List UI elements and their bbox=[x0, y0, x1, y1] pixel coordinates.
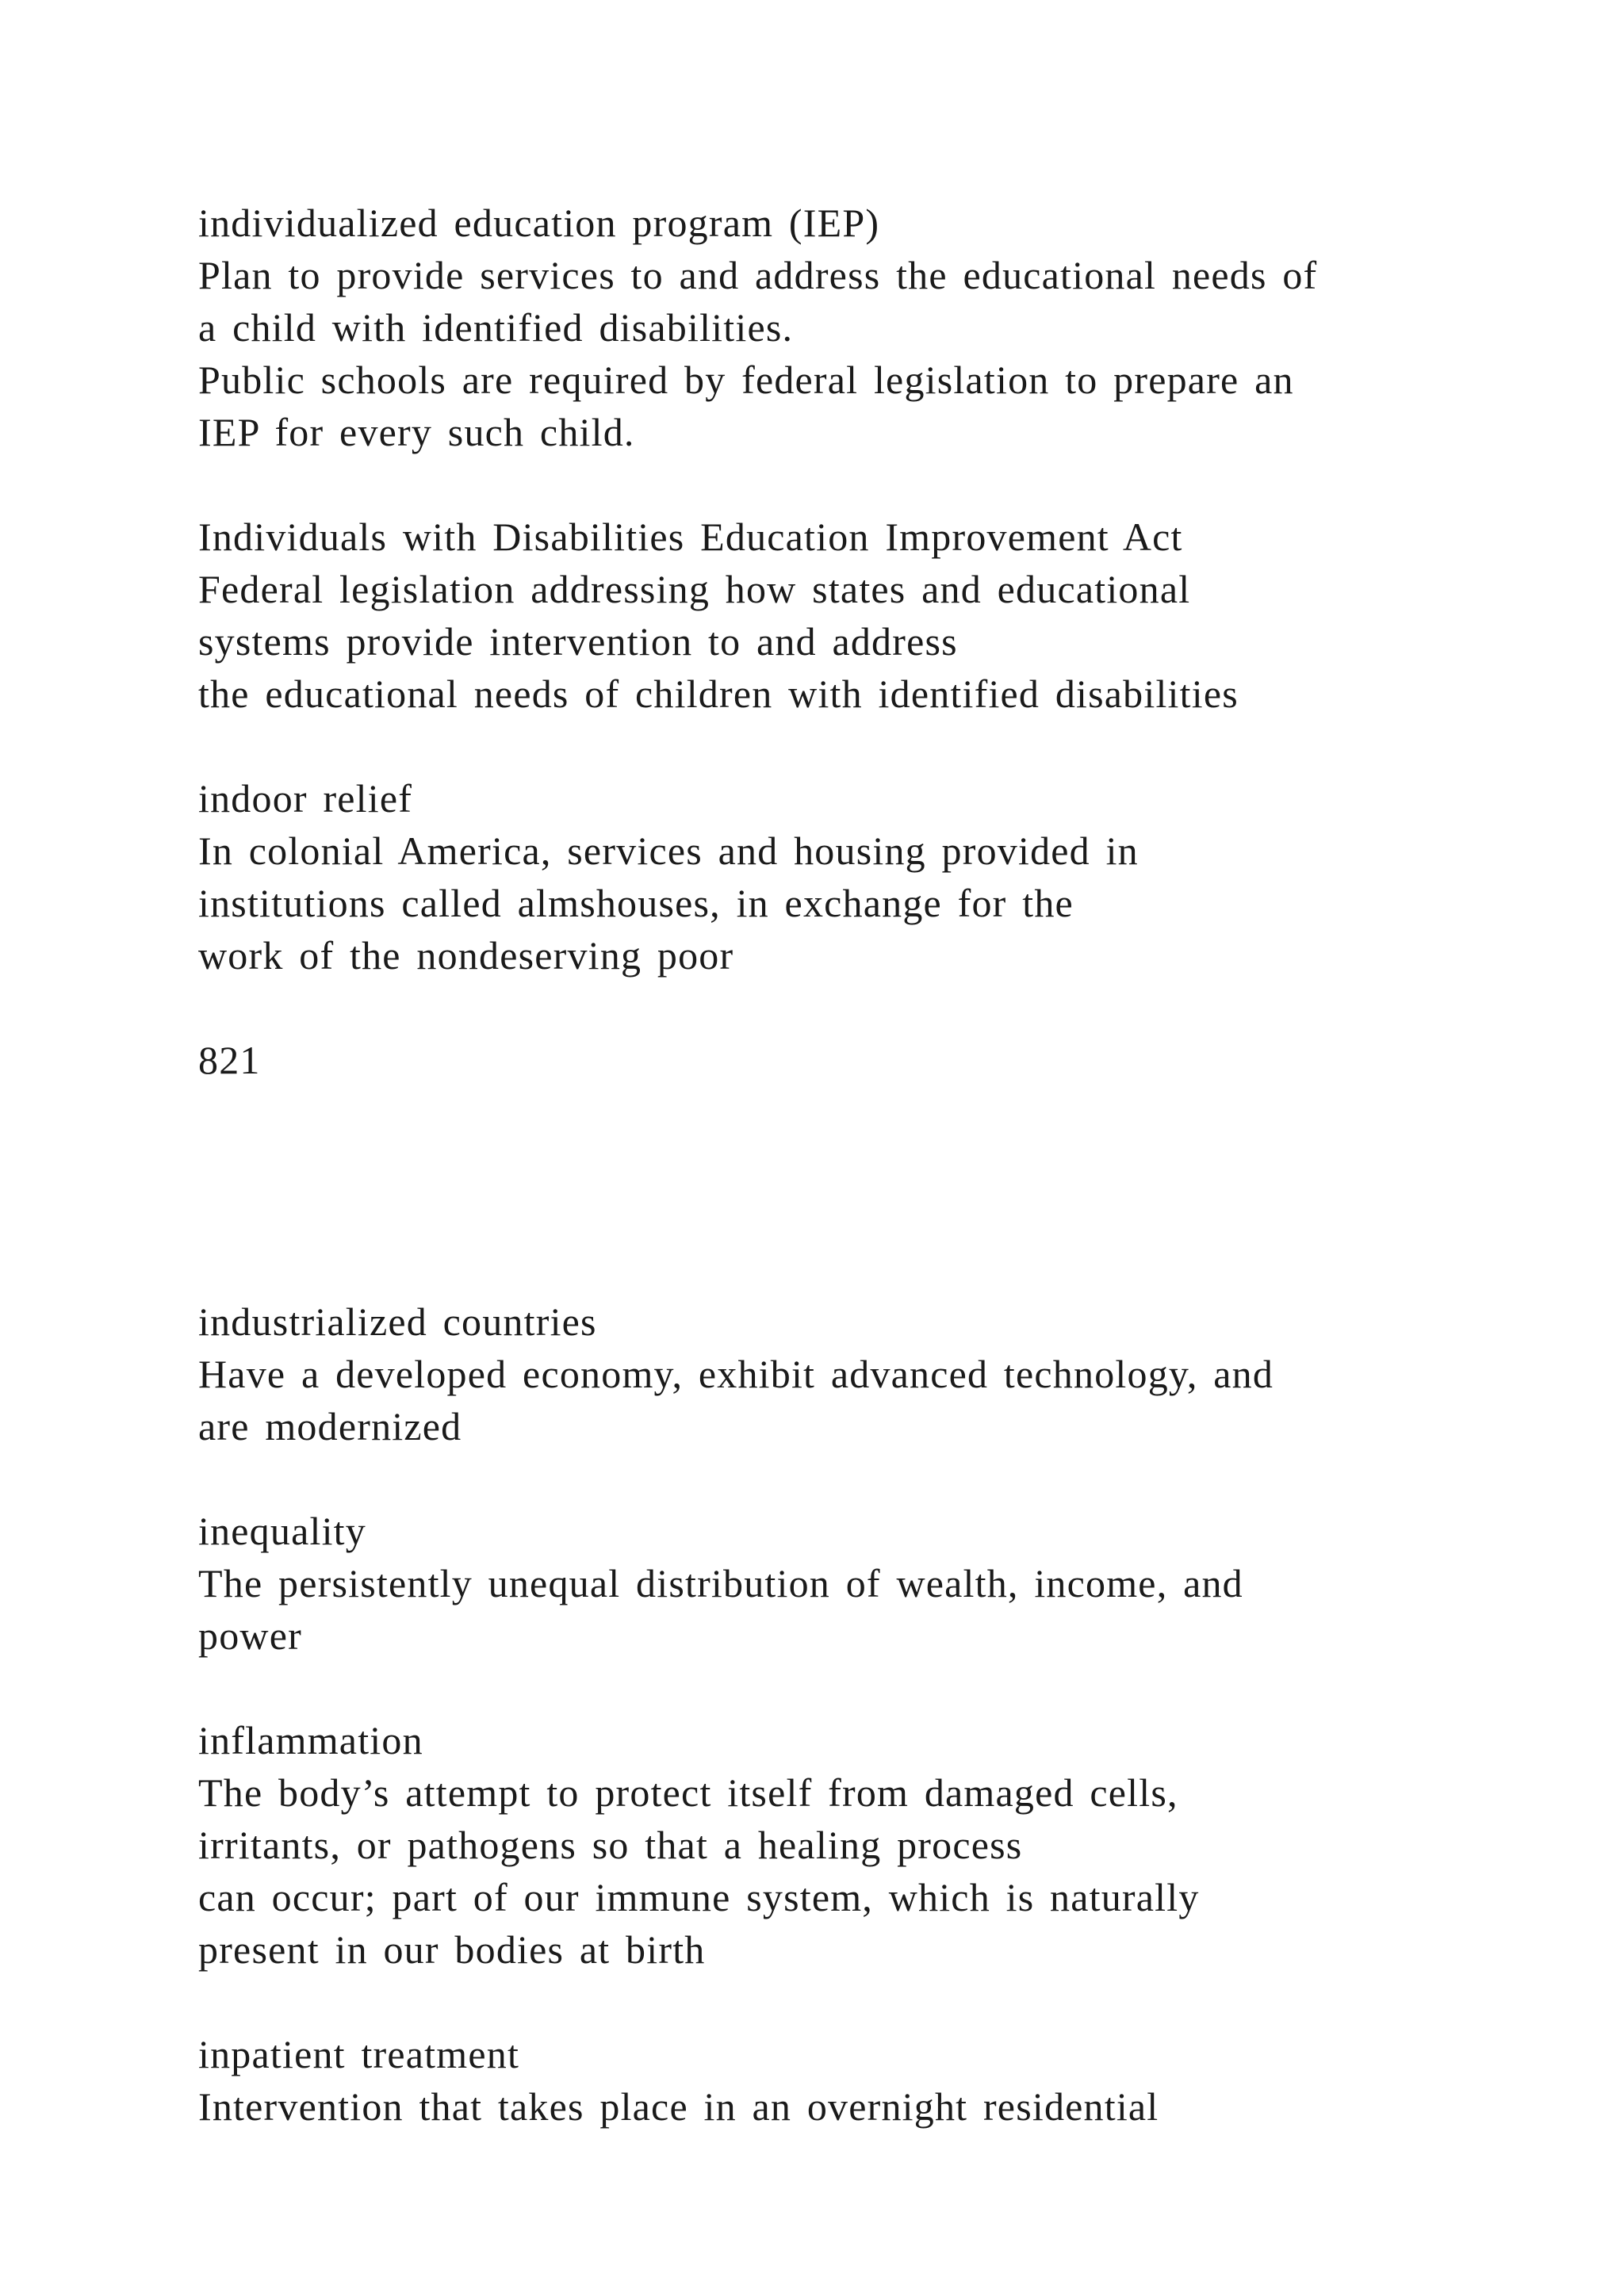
glossary-definition-line: power bbox=[198, 1613, 302, 1658]
glossary-definition-line: Intervention that takes place in an overnight residential bbox=[198, 2084, 1159, 2129]
glossary-definition-line: irritants, or pathogens so that a healing process bbox=[198, 1823, 1023, 1867]
glossary-entry bbox=[198, 197, 1546, 458]
glossary-term: inflammation bbox=[198, 1718, 423, 1762]
glossary-definition-line: can occur; part of our immune system, which is naturally bbox=[198, 1875, 1200, 1919]
glossary-term: Individuals with Disabilities Education Improvement Act bbox=[198, 515, 1183, 559]
entry-spacer bbox=[198, 1452, 1546, 1505]
glossary-definition-line: Public schools are required by federal legislation to prepare an bbox=[198, 358, 1294, 402]
glossary-definition-line: the educational needs of children with identified disabilities bbox=[198, 672, 1239, 716]
glossary-definition-line: The persistently unequal distribution of wealth, income, and bbox=[198, 1561, 1243, 1605]
glossary-definition-line: The body’s attempt to protect itself from damaged cells, bbox=[198, 1770, 1178, 1815]
glossary-entry bbox=[198, 511, 1546, 720]
glossary-term: industrialized countries bbox=[198, 1299, 597, 1344]
glossary-entry bbox=[198, 2028, 1546, 2133]
page-number: 821 bbox=[198, 1038, 261, 1082]
glossary-definition-line: systems provide intervention to and address bbox=[198, 619, 958, 664]
glossary-definition-line: a child with identified disabilities. bbox=[198, 305, 794, 350]
glossary-term: inequality bbox=[198, 1509, 366, 1553]
glossary-definition-line: Federal legislation addressing how states and educational bbox=[198, 567, 1191, 611]
glossary-definition-line: Have a developed economy, exhibit advanced technology, and bbox=[198, 1352, 1274, 1396]
page-break-spacer bbox=[198, 1086, 1546, 1295]
glossary-definition-line: institutions called almshouses, in exchange for the bbox=[198, 881, 1074, 925]
glossary-definition-line: are modernized bbox=[198, 1404, 462, 1448]
glossary-definition-line: In colonial America, services and housing provided in bbox=[198, 828, 1139, 873]
entry-spacer bbox=[198, 1976, 1546, 2028]
entry-spacer bbox=[198, 458, 1546, 511]
glossary-entry bbox=[198, 1714, 1546, 1976]
glossary-page bbox=[198, 197, 1546, 2133]
glossary-entry bbox=[198, 1505, 1546, 1662]
entry-spacer bbox=[198, 1662, 1546, 1714]
entry-spacer bbox=[198, 982, 1546, 1034]
glossary-term: individualized education program (IEP) bbox=[198, 201, 880, 245]
glossary-definition-line: IEP for every such child. bbox=[198, 410, 635, 454]
glossary-definition-line: Plan to provide services to and address the educational needs of bbox=[198, 253, 1318, 297]
glossary-entry bbox=[198, 772, 1546, 982]
glossary-entry bbox=[198, 1295, 1546, 1452]
entry-spacer bbox=[198, 720, 1546, 772]
glossary-definition-line: present in our bodies at birth bbox=[198, 1927, 706, 1972]
glossary-definition-line: work of the nondeserving poor bbox=[198, 933, 734, 978]
glossary-term: indoor relief bbox=[198, 776, 413, 821]
glossary-term: inpatient treatment bbox=[198, 2032, 520, 2076]
